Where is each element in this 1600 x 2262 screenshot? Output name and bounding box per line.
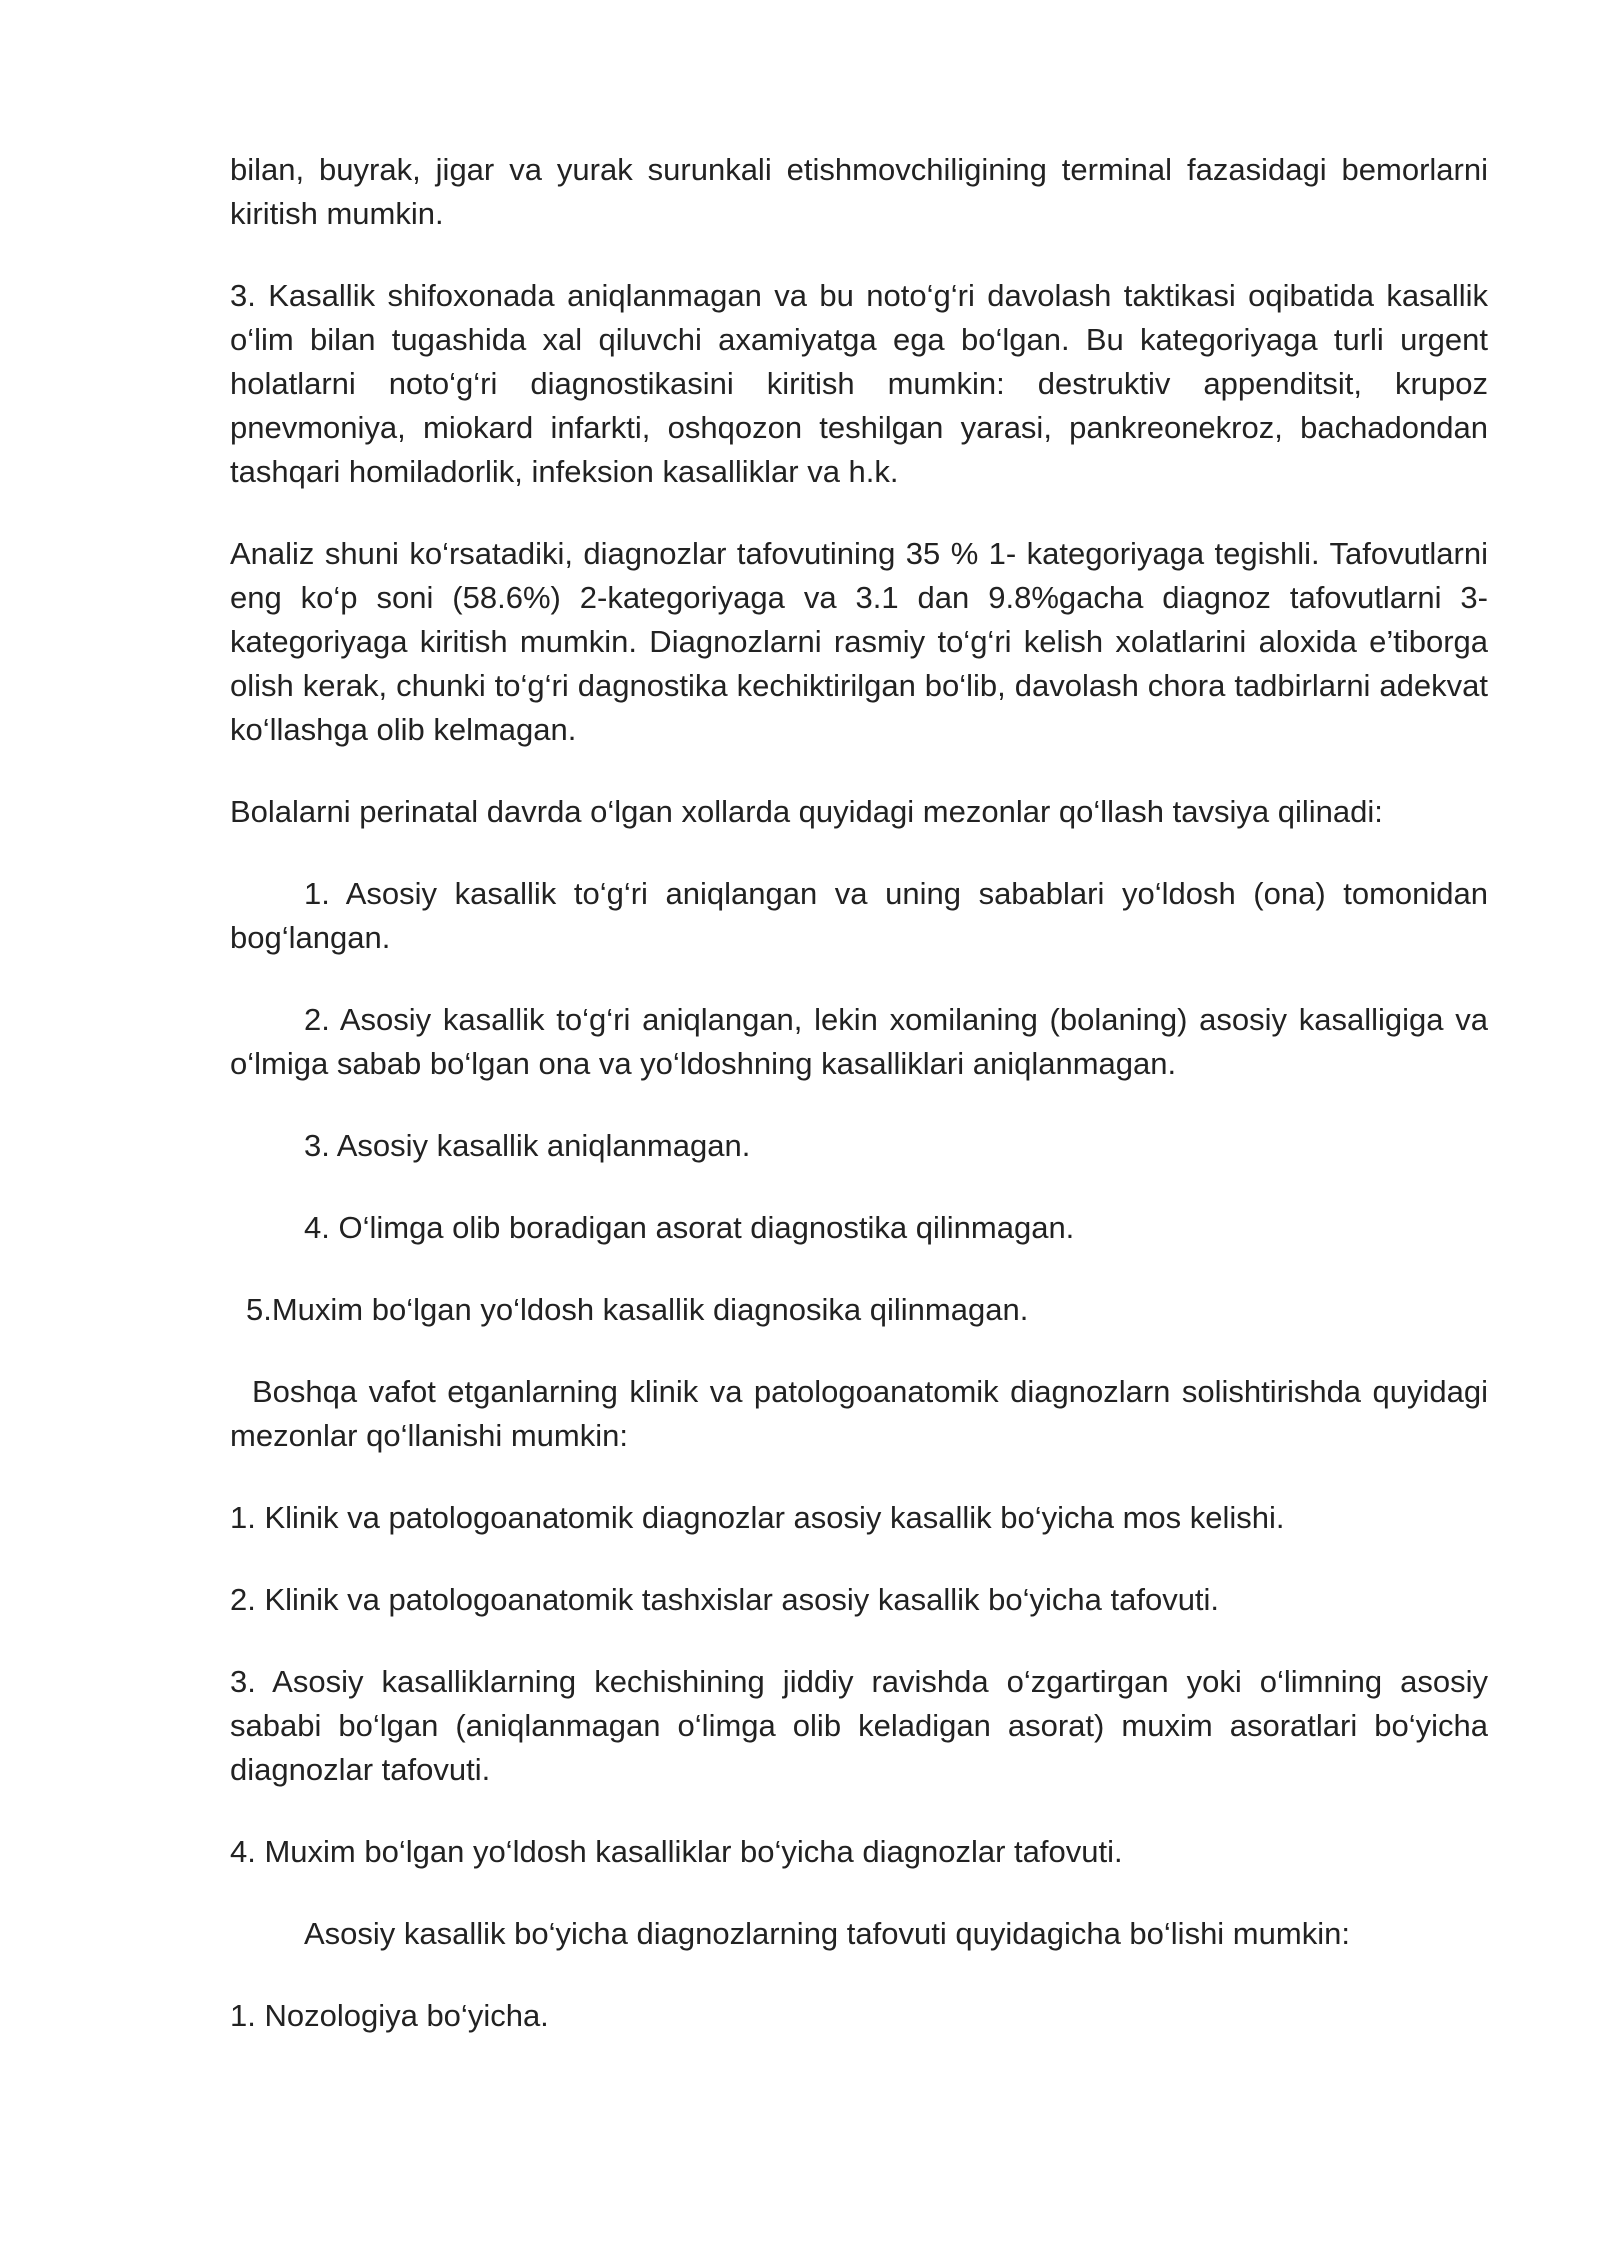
criteria-item-2: 2. Klinik va patologoanatomik tashxislar asosiy kasallik bo‘yicha tafovuti. xyxy=(230,1582,1220,1617)
nosology-item-1: 1. Nozologiya bo‘yicha. xyxy=(230,1998,549,2033)
document-page xyxy=(230,148,1488,2076)
paragraph-4: Bolalarni perinatal davrda o‘lgan xollarda quyidagi mezonlar qo‘llash tavsiya qilinadi: xyxy=(230,794,1383,829)
criteria-item-3: 3. Asosiy kasalliklarning kechishining jiddiy ravishda o‘zgartirgan yoki o‘limning asosiy sababi bo‘lgan (aniqlanmagan o‘limga olib keladigan asorat) muxim asoratlari bo‘yicha diagnozlar tafovuti. xyxy=(230,1664,1488,1787)
paragraph-5: Boshqa vafot etganlarning klinik va patologoanatomik diagnozlarn solishtirishda quyidagi mezonlar qo‘llanishi mumkin: xyxy=(230,1374,1488,1453)
list-item-4: 4. O‘limga olib boradigan asorat diagnostika qilinmagan. xyxy=(304,1210,1075,1245)
list-item-3: 3. Asosiy kasallik aniqlanmagan. xyxy=(304,1128,751,1163)
paragraph-1: bilan, buyrak, jigar va yurak surunkali etishmovchiligining terminal fazasidagi bemorlarni kiritish mumkin. xyxy=(230,152,1488,231)
paragraph-2: 3. Kasallik shifoxonada aniqlanmagan va bu noto‘g‘ri davolash taktikasi oqibatida kasallik o‘lim bilan tugashida xal qiluvchi axamiyatga ega bo‘lgan. Bu kategoriyaga turli urgent holatlarni noto‘g‘ri diagnostikasini kiritish mumkin: destruktiv appenditsit, krupoz pnevmoniya, miokard infarkti, oshqozon teshilgan yarasi, pankreonekroz, bachadondan tashqari homiladorlik, infeksion kasalliklar va h.k. xyxy=(230,278,1488,489)
paragraph-3: Analiz shuni ko‘rsatadiki, diagnozlar tafovutining 35 % 1- kategoriyaga tegishli. Tafovutlarni eng ko‘p soni (58.6%) 2-kategoriyaga va 3.1 dan 9.8%gacha diagnoz tafovutlarni 3-kategoriyaga kiritish mumkin. Diagnozlarni rasmiy to‘g‘ri kelish xolatlarini aloxida e’tiborga olish kerak, chunki to‘g‘ri dagnostika kechiktirilgan bo‘lib, davolash chora tadbirlarni adekvat ko‘llashga olib kelmagan. xyxy=(230,536,1488,747)
paragraph-6: Asosiy kasallik bo‘yicha diagnozlarning tafovuti quyidagicha bo‘lishi mumkin: xyxy=(304,1916,1350,1951)
list-item-1: 1. Asosiy kasallik to‘g‘ri aniqlangan va uning sabablari yo‘ldosh (ona) tomonidan bog‘langan. xyxy=(230,876,1488,955)
list-item-5: 5.Muxim bo‘lgan yo‘ldosh kasallik diagnosika qilinmagan. xyxy=(246,1292,1029,1327)
criteria-item-1: 1. Klinik va patologoanatomik diagnozlar asosiy kasallik bo‘yicha mos kelishi. xyxy=(230,1500,1285,1535)
list-item-2: 2. Asosiy kasallik to‘g‘ri aniqlangan, lekin xomilaning (bolaning) asosiy kasalligiga va o‘lmiga sabab bo‘lgan ona va yo‘ldoshning kasalliklari aniqlanmagan. xyxy=(230,1002,1488,1081)
criteria-item-4: 4. Muxim bo‘lgan yo‘ldosh kasalliklar bo‘yicha diagnozlar tafovuti. xyxy=(230,1834,1123,1869)
